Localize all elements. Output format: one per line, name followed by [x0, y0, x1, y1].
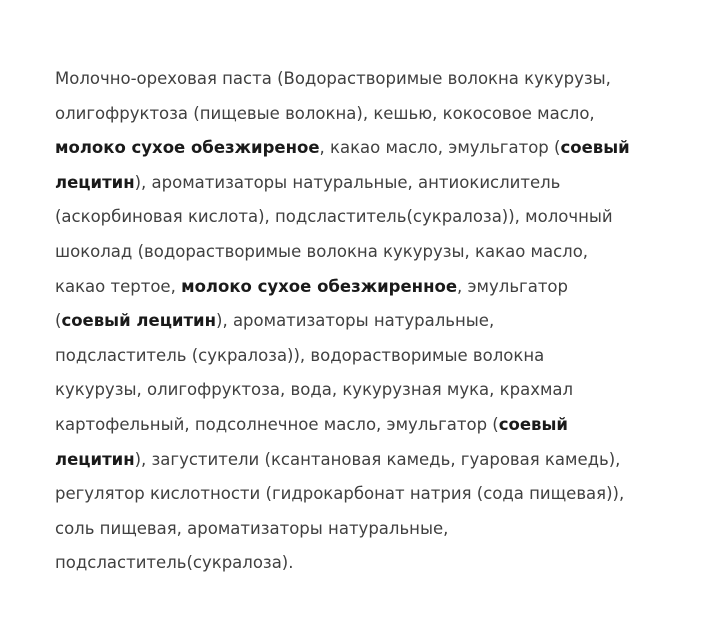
text-line: [55, 131, 695, 166]
allergen-highlight: молоко сухое обезжиренное: [181, 276, 458, 296]
text-line: [55, 477, 695, 512]
text-line: [55, 339, 695, 374]
text-segment: картофельный, подсолнечное масло, эмульгатор (: [55, 414, 499, 434]
allergen-highlight: лецитин: [55, 449, 135, 469]
text-segment: Молочно-ореховая паста (Водорастворимые волокна кукурузы,: [55, 69, 611, 88]
text-segment: какао тертое,: [55, 276, 182, 296]
text-line: [55, 270, 695, 305]
text-line: [55, 166, 695, 201]
text-segment: (аскорбиновая кислота), подсластитель(сукралоза)), молочный: [55, 207, 613, 227]
text-segment: ), загустители (ксантановая камедь, гуаровая камедь),: [134, 449, 621, 469]
text-segment: регулятор кислотности (гидрокарбонат натрия (сода пищевая)),: [55, 484, 625, 504]
text-segment: кукурузы, олигофруктоза, вода, кукурузная мука, крахмал: [55, 380, 574, 400]
text-line: [55, 97, 695, 132]
text-line: [55, 512, 695, 547]
text-segment: ), ароматизаторы натуральные, антиокислитель: [134, 172, 561, 192]
text-line: [55, 200, 695, 235]
text-line: [55, 62, 695, 97]
allergen-highlight: молоко сухое обезжиреное: [55, 138, 320, 158]
text-line: [55, 235, 695, 270]
text-line: [55, 546, 695, 581]
text-line: [55, 373, 695, 408]
text-segment: , эмульгатор: [457, 276, 569, 296]
text-segment: подсластитель(сукралоза).: [55, 553, 294, 573]
text-line: [55, 304, 695, 339]
text-segment: , какао масло, эмульгатор (: [319, 138, 561, 158]
allergen-highlight: лецитин: [55, 172, 135, 192]
text-line: [55, 443, 695, 478]
allergen-highlight: соевый: [560, 138, 630, 158]
text-segment: (: [55, 311, 62, 331]
text-segment: соль пищевая, ароматизаторы натуральные,: [55, 518, 449, 538]
text-segment: олигофруктоза (пищевые волокна), кешью, кокосовое масло,: [55, 103, 595, 123]
ingredients-text: [55, 62, 695, 581]
text-segment: ), ароматизаторы натуральные,: [216, 311, 495, 331]
text-line: [55, 408, 695, 443]
text-segment: шоколад (водорастворимые волокна кукурузы, какао масло,: [55, 241, 589, 261]
allergen-highlight: соевый: [498, 414, 568, 434]
text-segment: подсластитель (сукралоза)), водорастворимые волокна: [55, 345, 545, 365]
allergen-highlight: соевый лецитин: [61, 311, 217, 331]
